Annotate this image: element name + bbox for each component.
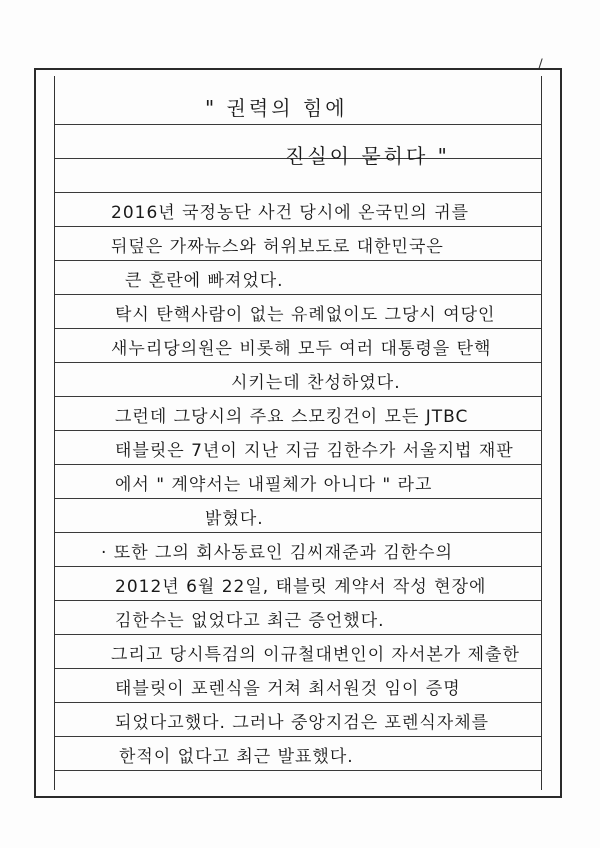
body-line: 뒤덮은 가짜뉴스와 허위보도로 대한민국은 [111, 237, 444, 257]
body-line: · 또한 그의 회사동료인 김씨재준과 김한수의 [101, 543, 454, 563]
body-line: 그런데 그당시의 주요 스모킹건이 모든 JTBC [115, 407, 469, 427]
body-line: 2012년 6월 22일, 태블릿 계약서 작성 현장에 [115, 577, 487, 597]
body-line: 탁시 탄핵사람이 없는 유례없이도 그당시 여당인 [115, 305, 496, 325]
title-line-1: " 권력의 힘에 [205, 96, 348, 120]
manuscript-paper [34, 68, 562, 798]
body-line: 새누리당의원은 비롯해 모두 여러 대통령을 탄핵 [111, 339, 492, 359]
body-line: 2016년 국정농단 사건 당시에 온국민의 귀를 [111, 203, 470, 223]
body-line: 되었다고했다. 그러나 중앙지검은 포렌식자체를 [115, 713, 490, 733]
body-line: 태블릿은 7년이 지난 지금 김한수가 서울지법 재판 [115, 441, 514, 461]
corner-mark: / [538, 57, 543, 73]
body-line: 밝혔다. [205, 509, 264, 529]
handwritten-text [55, 76, 541, 790]
ruled-writing-area [54, 76, 542, 790]
body-line: 태블릿이 포렌식을 거쳐 최서원것 임이 증명 [115, 679, 461, 699]
title-line-2: 진실이 묻히다 " [285, 144, 450, 168]
body-line: 그리고 당시특검의 이규철대변인이 자서본가 제출한 [111, 645, 520, 665]
body-line: 큰 혼란에 빠져었다. [125, 271, 284, 291]
body-line: 김한수는 없었다고 최근 증언했다. [115, 611, 385, 631]
body-line: 에서 " 계약서는 내필체가 아니다 " 라고 [115, 475, 433, 495]
body-line: 시키는데 찬성하였다. [231, 373, 401, 393]
body-line: 한적이 없다고 최근 발표했다. [119, 747, 354, 767]
